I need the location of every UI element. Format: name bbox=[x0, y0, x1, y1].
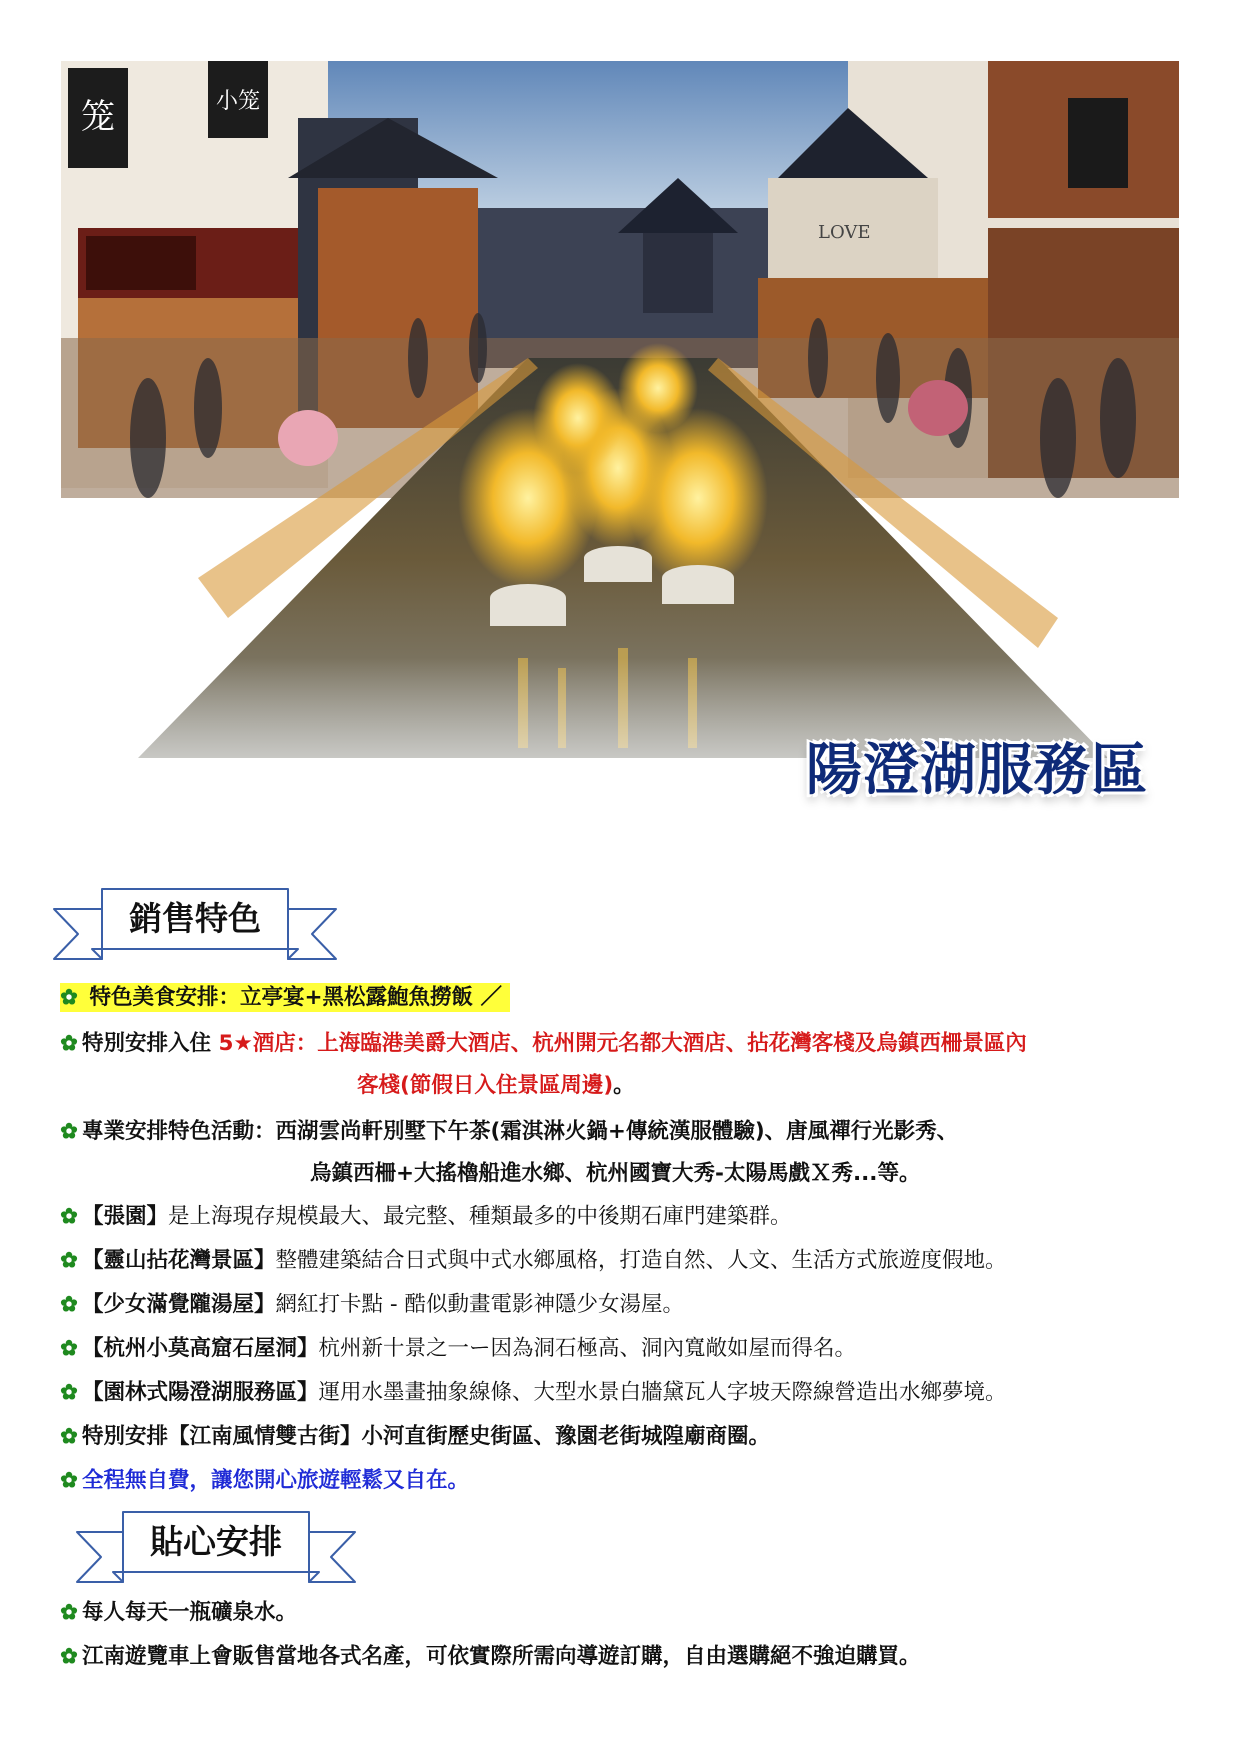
list-item bbox=[60, 1642, 921, 1672]
list-item bbox=[60, 1334, 856, 1364]
feature-hotel-end: 。 bbox=[613, 1073, 635, 1098]
service-water: 每人每天一瓶礦泉水。 bbox=[82, 1600, 298, 1625]
feature-old-streets: 特別安排【江南風情雙古街】小河直街歷史街區、豫園老街城隍廟商圈。 bbox=[82, 1424, 771, 1449]
list-item bbox=[60, 983, 510, 1013]
flower-icon bbox=[60, 1034, 78, 1052]
hero-image bbox=[58, 58, 1182, 848]
flower-icon bbox=[60, 1339, 78, 1357]
list-item bbox=[60, 1378, 1007, 1408]
flower-icon bbox=[60, 1295, 78, 1313]
attraction-name: 【園林式陽澄湖服務區】 bbox=[82, 1380, 319, 1405]
attraction-name: 【少女滿覺隴湯屋】 bbox=[82, 1292, 276, 1317]
hero-title: 陽澄湖服務區 bbox=[806, 738, 1148, 803]
shop-sign-love: LOVE bbox=[818, 222, 871, 243]
section-heading-ribbon-2 bbox=[73, 1508, 359, 1598]
feature-food: 特色美食安排：立亭宴+黑松露鮑魚撈飯 ／ bbox=[89, 985, 503, 1010]
list-item-continuation bbox=[310, 1159, 920, 1189]
list-item bbox=[60, 1029, 1027, 1059]
feature-activities: 專業安排特色活動：西湖雲尚軒別墅下午茶(霜淇淋火鍋+傳統漢服體驗)、唐風禪行光影秀、 bbox=[82, 1119, 959, 1144]
service-souvenirs: 江南遊覽車上會販售當地各式名產，可依實際所需向導遊訂購，自由選購絕不強迫購買。 bbox=[82, 1644, 921, 1669]
flower-icon bbox=[60, 1383, 78, 1401]
attraction-name: 【靈山拈花灣景區】 bbox=[82, 1248, 276, 1273]
attraction-desc: 運用水墨畫抽象線條、大型水景白牆黛瓦人字坡天際線營造出水鄉夢境。 bbox=[318, 1380, 1007, 1405]
attraction-desc: 網紅打卡點 - 酷似動畫電影神隱少女湯屋。 bbox=[275, 1292, 684, 1317]
feature-hotel-list: 5★酒店：上海臨港美爵大酒店、杭州開元名都大酒店、拈花灣客棧及烏鎮西柵景區內 bbox=[218, 1031, 1027, 1056]
shop-sign-2: 小笼 bbox=[215, 89, 261, 114]
flower-icon bbox=[60, 1603, 78, 1621]
attraction-desc: 是上海現存規模最大、最完整、種類最多的中後期石庫門建築群。 bbox=[168, 1204, 792, 1229]
section-title-sales: 銷售特色 bbox=[129, 899, 261, 938]
attraction-desc: 杭州新十景之一ー因為洞石極高、洞內寬敞如屋而得名。 bbox=[318, 1336, 857, 1361]
flower-icon bbox=[60, 1207, 78, 1225]
feature-hotel-prefix: 特別安排入住 bbox=[82, 1031, 219, 1056]
shop-sign-1: 笼 bbox=[81, 97, 115, 137]
attraction-name: 【杭州小莫高窟石屋洞】 bbox=[82, 1336, 319, 1361]
flower-icon bbox=[60, 1122, 78, 1140]
list-item bbox=[60, 1202, 792, 1232]
attraction-desc: 整體建築結合日式與中式水鄉風格，打造自然、人文、生活方式旅遊度假地。 bbox=[275, 1248, 1007, 1273]
list-item bbox=[60, 1598, 297, 1628]
flower-icon bbox=[60, 1647, 78, 1665]
attraction-name: 【張園】 bbox=[82, 1204, 169, 1229]
feature-activities-cont: 烏鎮西柵+大搖櫓船進水鄉、杭州國寶大秀-太陽馬戲Ｘ秀...等。 bbox=[310, 1161, 921, 1186]
flower-icon bbox=[60, 988, 78, 1006]
feature-no-extra-fee: 全程無自費，讓您開心旅遊輕鬆又自在。 bbox=[82, 1468, 470, 1493]
list-item bbox=[60, 1466, 469, 1496]
flower-icon bbox=[60, 1471, 78, 1489]
flower-icon bbox=[60, 1427, 78, 1445]
flower-icon bbox=[60, 1251, 78, 1269]
list-item bbox=[60, 1117, 958, 1147]
list-item bbox=[60, 1290, 684, 1320]
list-item bbox=[60, 1422, 770, 1452]
feature-hotel-note: 客棧(節假日入住景區周邊) bbox=[357, 1073, 614, 1098]
section-heading-ribbon-1 bbox=[50, 885, 340, 975]
list-item-continuation bbox=[357, 1071, 635, 1101]
section-title-arrangements: 貼心安排 bbox=[150, 1522, 282, 1561]
list-item bbox=[60, 1246, 1007, 1276]
